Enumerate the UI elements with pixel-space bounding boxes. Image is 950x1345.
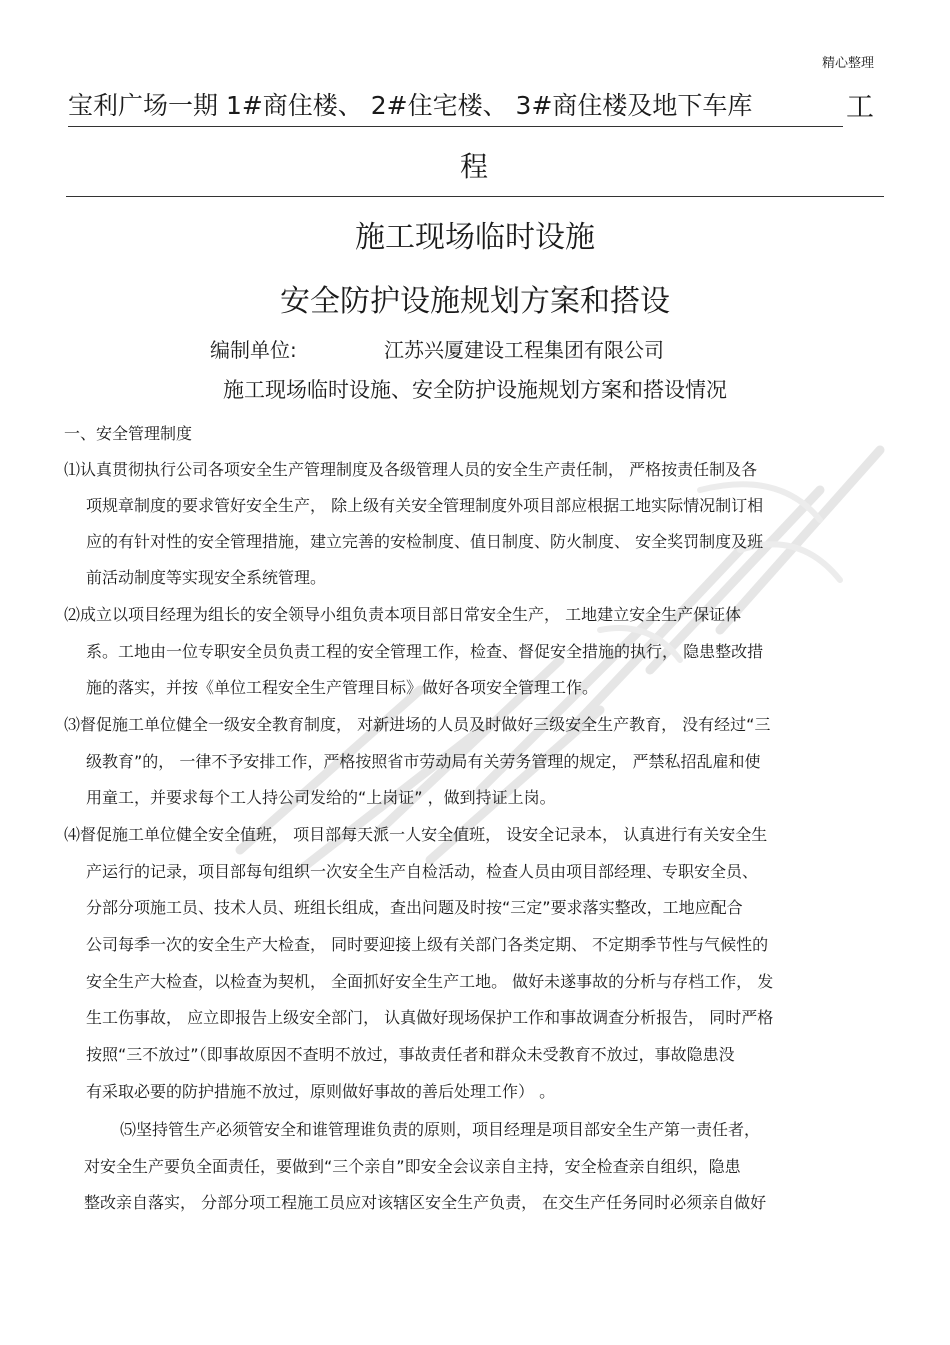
body-line: 用童工，并要求每个工人持公司发给的“上岗证” ，做到持证上岗。 xyxy=(86,788,556,807)
body-line: 分部分项施工员、技术人员、班组长组成，查出问题及时按“三定”要求落实整改，工地应配合 xyxy=(86,898,743,917)
body-line: 系。工地由一位专职安全员负责工程的安全管理工作，检查、督促安全措施的执行， 隐患整改措 xyxy=(86,642,764,661)
body-line: ⑶督促施工单位健全一级安全教育制度， 对新进场的人员及时做好三级安全生产教育， 没有经过“三 xyxy=(64,715,771,734)
body-line: 安全生产大检查，以检查为契机， 全面抓好安全生产工地。 做好未遂事故的分析与存档工作， 发 xyxy=(86,972,774,991)
body-line: 按照“三不放过”（即事故原因不查明不放过，事故责任者和群众未受教育不放过，事故隐患没 xyxy=(86,1045,735,1064)
body-line: ⑵成立以项目经理为组长的安全领导小组负责本项目部日常安全生产， 工地建立安全生产保证体 xyxy=(64,605,742,624)
doc-title-line2: 安全防护设施规划方案和搭设 xyxy=(280,284,670,319)
doc-title-line1: 施工现场临时设施 xyxy=(355,220,595,255)
body-line: ⑸坚持管生产必须管安全和谁管理谁负责的原则，项目经理是项目部安全生产第一责任者， xyxy=(120,1120,761,1139)
section-heading: 一、安全管理制度 xyxy=(64,424,193,443)
title-divider xyxy=(66,196,884,197)
body-line: 产运行的记录，项目部每旬组织一次安全生产自检活动，检查人员由项目部经理、专职安全员、 xyxy=(86,862,759,881)
body-line: ⑴认真贯彻执行公司各项安全生产管理制度及各级管理人员的安全生产责任制， 严格按责任制及各 xyxy=(64,460,758,479)
unit-name: 江苏兴厦建设工程集团有限公司 xyxy=(384,338,664,362)
project-title-gong: 工 xyxy=(846,90,875,123)
body-line: 项规章制度的要求管好安全生产， 除上级有关安全管理制度外项目部应根据工地实际情况制订相 xyxy=(86,496,764,515)
body-line: 生工伤事故， 应立即报告上级安全部门， 认真做好现场保护工作和事故调查分析报告， 同时严格 xyxy=(86,1008,774,1027)
body-line: 有采取必要的防护措施不放过，原则做好事故的善后处理工作） 。 xyxy=(86,1082,556,1101)
unit-label: 编制单位: xyxy=(210,338,297,362)
body-line: 级教育”的， 一律不予安排工作，严格按照省市劳动局有关劳务管理的规定， 严禁私招乱雇和使 xyxy=(86,752,761,771)
project-title-cheng: 程 xyxy=(460,150,489,183)
body-line: 前活动制度等实现安全系统管理。 xyxy=(86,568,327,587)
body-line: 对安全生产要负全面责任，要做到“三个亲自”即安全会议亲自主持，安全检查亲自组织，隐患 xyxy=(84,1157,741,1176)
header-top-label: 精心整理 xyxy=(821,56,874,71)
body-line: 施的落实，并按《单位工程安全生产管理目标》做好各项安全管理工作。 xyxy=(86,678,599,697)
project-title: 宝利广场一期 1#商住楼、 2#住宅楼、 3#商住楼及地下车库 xyxy=(68,88,843,127)
body-line: ⑷督促施工单位健全安全值班， 项目部每天派一人安全值班， 设安全记录本， 认真进行有关安全生 xyxy=(64,825,768,844)
doc-subtitle: 施工现场临时设施、安全防护设施规划方案和搭设情况 xyxy=(223,378,727,402)
body-line: 公司每季一次的安全生产大检查， 同时要迎接上级有关部门各类定期、 不定期季节性与气候性的 xyxy=(86,935,769,954)
body-line: 应的有针对性的安全管理措施，建立完善的安检制度、值日制度、防火制度、 安全奖罚制度及班 xyxy=(86,532,764,551)
body-line: 整改亲自落实， 分部分项工程施工员应对该辖区安全生产负责， 在交生产任务同时必须亲自做好 xyxy=(84,1193,767,1212)
